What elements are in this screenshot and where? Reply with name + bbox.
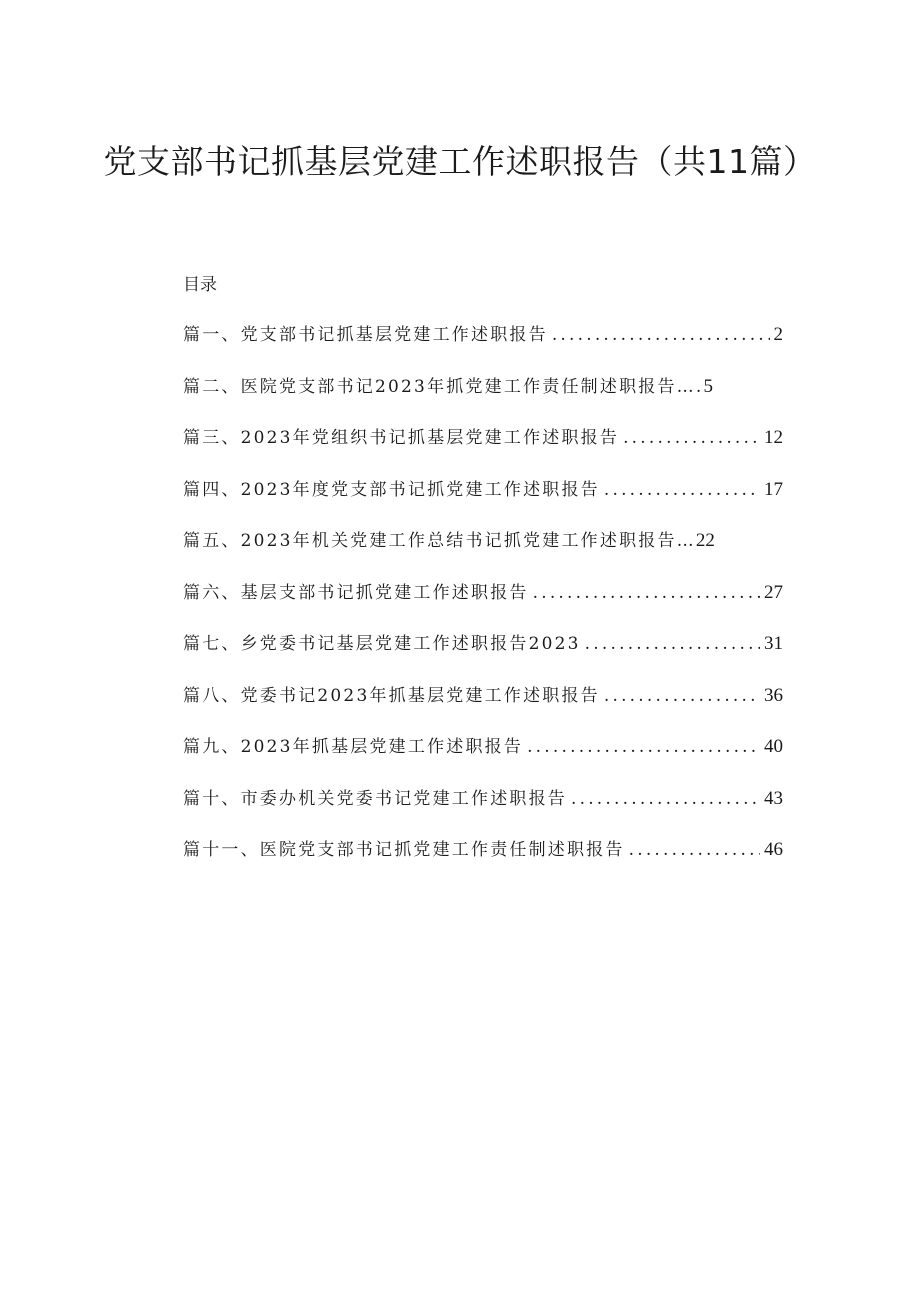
toc-entry-2[interactable]	[183, 374, 783, 426]
toc-entry-label: 篇十、市委办机关党委书记党建工作述职报告	[183, 788, 567, 809]
toc-dot-leader	[604, 683, 760, 709]
toc-entry-label: 篇四、2023年度党支部书记抓党建工作述职报告	[183, 479, 600, 500]
toc-entry-6[interactable]	[183, 580, 783, 632]
toc-page-number: 46	[764, 839, 783, 860]
document-title: 党支部书记抓基层党建工作述职报告（共11篇）	[103, 142, 817, 181]
toc-dot-leader	[533, 580, 760, 606]
toc-dot-leader	[604, 477, 760, 503]
toc-page-number: 27	[764, 581, 783, 603]
toc-page-number: 36	[764, 684, 783, 706]
toc-page-number: 22	[695, 530, 715, 551]
toc-entry-label: 篇六、基层支部书记抓党建工作述职报告	[183, 582, 529, 603]
toc-entry-label: 篇九、2023年抓基层党建工作述职报告	[183, 737, 524, 757]
toc-entry-4[interactable]	[183, 477, 783, 529]
toc-dot-leader	[527, 734, 760, 760]
toc-entry-label: 篇八、党委书记2023年抓基层党建工作述职报告	[183, 685, 600, 706]
toc-entry-8[interactable]	[183, 683, 783, 735]
toc-dot-leader	[585, 631, 760, 657]
toc-entry-label: 篇二、医院党支部书记2023年抓党建工作责任制述职报告….	[183, 376, 704, 397]
toc-entry-label: 篇五、2023年机关党建工作总结书记抓党建工作述职报告…	[183, 531, 696, 551]
toc-page-number: 12	[764, 427, 783, 448]
toc-page-number: 17	[764, 478, 783, 500]
toc-page-number: 43	[764, 787, 783, 809]
toc-page-number: 2	[773, 324, 783, 345]
toc-entry-5[interactable]	[183, 528, 783, 580]
toc-entry-label: 篇一、党支部书记抓基层党建工作述职报告	[183, 325, 548, 345]
toc-heading: 目录	[183, 275, 217, 295]
toc-entry-1[interactable]	[183, 322, 783, 374]
toc-dot-leader	[552, 322, 770, 348]
toc-dot-leader	[571, 786, 760, 812]
toc-entry-10[interactable]	[183, 786, 783, 838]
toc-entry-label: 篇十一、医院党支部书记抓党建工作责任制述职报告	[183, 840, 625, 860]
toc-dot-leader	[623, 425, 760, 451]
toc-entry-11[interactable]	[183, 837, 783, 889]
toc-dot-leader	[629, 837, 760, 863]
toc-entry-7[interactable]	[183, 631, 783, 683]
toc-entry-label: 篇三、2023年党组织书记抓基层党建工作述职报告	[183, 428, 620, 448]
table-of-contents	[183, 322, 783, 889]
toc-entry-9[interactable]	[183, 734, 783, 786]
toc-entry-3[interactable]	[183, 425, 783, 477]
toc-page-number: 31	[764, 633, 783, 654]
toc-page-number: 5	[703, 375, 713, 397]
toc-page-number: 40	[764, 736, 783, 757]
toc-entry-label: 篇七、乡党委书记基层党建工作述职报告2023	[183, 634, 581, 654]
